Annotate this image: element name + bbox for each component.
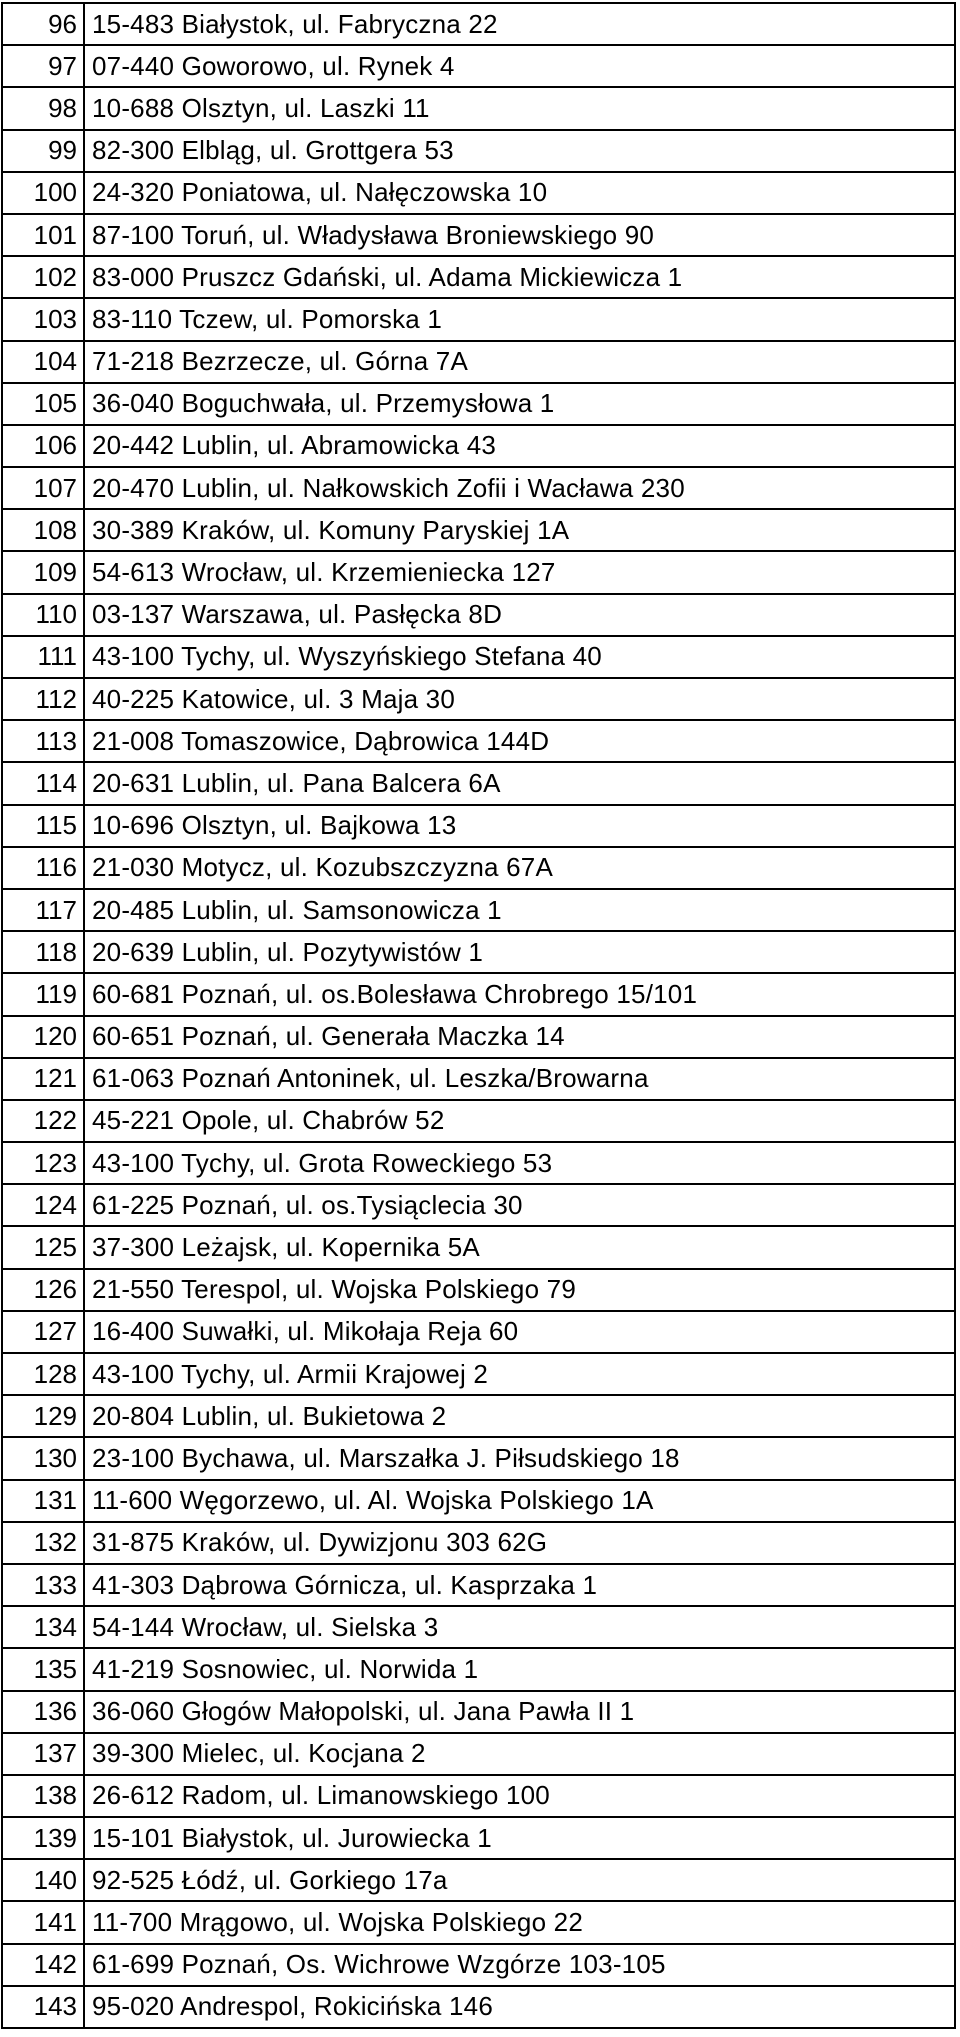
row-number-cell: 134	[2, 1606, 84, 1648]
row-number-cell: 101	[2, 214, 84, 256]
table-row	[2, 172, 955, 214]
table-row	[2, 678, 955, 720]
address-cell: 60-681 Poznań, ul. os.Bolesława Chrobrego 15/101	[84, 973, 955, 1015]
table-row	[2, 1901, 955, 1943]
address-cell: 20-470 Lublin, ul. Nałkowskich Zofii i Wacława 230	[84, 467, 955, 509]
address-cell: 45-221 Opole, ul. Chabrów 52	[84, 1100, 955, 1142]
table-row	[2, 1817, 955, 1859]
row-number-cell: 116	[2, 847, 84, 889]
table-row	[2, 847, 955, 889]
table-row	[2, 425, 955, 467]
table-row	[2, 1395, 955, 1437]
row-number-cell: 102	[2, 256, 84, 298]
row-number-cell: 113	[2, 720, 84, 762]
row-number-cell: 110	[2, 594, 84, 636]
row-number-cell: 115	[2, 805, 84, 847]
address-cell: 11-600 Węgorzewo, ul. Al. Wojska Polskiego 1A	[84, 1480, 955, 1522]
address-cell: 31-875 Kraków, ul. Dywizjonu 303 62G	[84, 1522, 955, 1564]
row-number-cell: 107	[2, 467, 84, 509]
row-number-cell: 104	[2, 341, 84, 383]
row-number-cell: 132	[2, 1522, 84, 1564]
table-row	[2, 551, 955, 593]
table-row	[2, 87, 955, 129]
address-cell: 07-440 Goworowo, ul. Rynek 4	[84, 45, 955, 87]
row-number-cell: 121	[2, 1058, 84, 1100]
row-number-cell: 119	[2, 973, 84, 1015]
address-table	[1, 2, 956, 2029]
address-cell: 20-804 Lublin, ul. Bukietowa 2	[84, 1395, 955, 1437]
row-number-cell: 136	[2, 1691, 84, 1733]
row-number-cell: 97	[2, 45, 84, 87]
row-number-cell: 135	[2, 1648, 84, 1690]
table-row	[2, 973, 955, 1015]
table-row	[2, 45, 955, 87]
table-row	[2, 1775, 955, 1817]
address-cell: 43-100 Tychy, ul. Wyszyńskiego Stefana 40	[84, 636, 955, 678]
table-row	[2, 720, 955, 762]
address-cell: 95-020 Andrespol, Rokicińska 146	[84, 1986, 955, 2028]
address-cell: 54-144 Wrocław, ul. Sielska 3	[84, 1606, 955, 1648]
table-row	[2, 1648, 955, 1690]
table-row	[2, 1522, 955, 1564]
table-row	[2, 1986, 955, 2028]
address-cell: 36-060 Głogów Małopolski, ul. Jana Pawła II 1	[84, 1691, 955, 1733]
address-cell: 61-063 Poznań Antoninek, ul. Leszka/Browarna	[84, 1058, 955, 1100]
row-number-cell: 129	[2, 1395, 84, 1437]
table-row	[2, 1226, 955, 1268]
address-cell: 20-442 Lublin, ul. Abramowicka 43	[84, 425, 955, 467]
address-cell: 20-485 Lublin, ul. Samsonowicza 1	[84, 889, 955, 931]
row-number-cell: 114	[2, 762, 84, 804]
table-row	[2, 1606, 955, 1648]
row-number-cell: 131	[2, 1480, 84, 1522]
table-row	[2, 594, 955, 636]
address-cell: 41-303 Dąbrowa Górnicza, ul. Kasprzaka 1	[84, 1564, 955, 1606]
row-number-cell: 137	[2, 1733, 84, 1775]
address-cell: 20-639 Lublin, ul. Pozytywistów 1	[84, 931, 955, 973]
row-number-cell: 143	[2, 1986, 84, 2028]
row-number-cell: 111	[2, 636, 84, 678]
row-number-cell: 100	[2, 172, 84, 214]
address-cell: 71-218 Bezrzecze, ul. Górna 7A	[84, 341, 955, 383]
table-row	[2, 1564, 955, 1606]
row-number-cell: 109	[2, 551, 84, 593]
row-number-cell: 99	[2, 130, 84, 172]
row-number-cell: 120	[2, 1016, 84, 1058]
row-number-cell: 127	[2, 1311, 84, 1353]
row-number-cell: 126	[2, 1269, 84, 1311]
table-row	[2, 1058, 955, 1100]
address-cell: 92-525 Łódź, ul. Gorkiego 17a	[84, 1859, 955, 1901]
address-cell: 61-225 Poznań, ul. os.Tysiąclecia 30	[84, 1184, 955, 1226]
row-number-cell: 124	[2, 1184, 84, 1226]
address-cell: 43-100 Tychy, ul. Armii Krajowej 2	[84, 1353, 955, 1395]
address-cell: 03-137 Warszawa, ul. Pasłęcka 8D	[84, 594, 955, 636]
address-cell: 41-219 Sosnowiec, ul. Norwida 1	[84, 1648, 955, 1690]
address-cell: 82-300 Elbląg, ul. Grottgera 53	[84, 130, 955, 172]
address-cell: 23-100 Bychawa, ul. Marszałka J. Piłsudskiego 18	[84, 1437, 955, 1479]
address-cell: 21-550 Terespol, ul. Wojska Polskiego 79	[84, 1269, 955, 1311]
table-row	[2, 383, 955, 425]
row-number-cell: 142	[2, 1944, 84, 1986]
table-row	[2, 1437, 955, 1479]
table-row	[2, 1311, 955, 1353]
address-cell: 16-400 Suwałki, ul. Mikołaja Reja 60	[84, 1311, 955, 1353]
table-row	[2, 1691, 955, 1733]
table-row	[2, 341, 955, 383]
table-row	[2, 889, 955, 931]
row-number-cell: 112	[2, 678, 84, 720]
table-row	[2, 805, 955, 847]
table-row	[2, 1733, 955, 1775]
row-number-cell: 125	[2, 1226, 84, 1268]
address-cell: 61-699 Poznań, Os. Wichrowe Wzgórze 103-105	[84, 1944, 955, 1986]
table-row	[2, 3, 955, 45]
address-cell: 20-631 Lublin, ul. Pana Balcera 6A	[84, 762, 955, 804]
table-row	[2, 298, 955, 340]
address-cell: 10-688 Olsztyn, ul. Laszki 11	[84, 87, 955, 129]
address-cell: 15-101 Białystok, ul. Jurowiecka 1	[84, 1817, 955, 1859]
address-cell: 37-300 Leżajsk, ul. Kopernika 5A	[84, 1226, 955, 1268]
table-row	[2, 214, 955, 256]
row-number-cell: 98	[2, 87, 84, 129]
row-number-cell: 105	[2, 383, 84, 425]
row-number-cell: 128	[2, 1353, 84, 1395]
address-cell: 60-651 Poznań, ul. Generała Maczka 14	[84, 1016, 955, 1058]
address-cell: 36-040 Boguchwała, ul. Przemysłowa 1	[84, 383, 955, 425]
address-cell: 21-008 Tomaszowice, Dąbrowica 144D	[84, 720, 955, 762]
address-cell: 83-000 Pruszcz Gdański, ul. Adama Mickiewicza 1	[84, 256, 955, 298]
row-number-cell: 122	[2, 1100, 84, 1142]
address-cell: 54-613 Wrocław, ul. Krzemieniecka 127	[84, 551, 955, 593]
table-row	[2, 256, 955, 298]
row-number-cell: 108	[2, 509, 84, 551]
table-row	[2, 130, 955, 172]
address-cell: 11-700 Mrągowo, ul. Wojska Polskiego 22	[84, 1901, 955, 1943]
table-row	[2, 1142, 955, 1184]
address-cell: 30-389 Kraków, ul. Komuny Paryskiej 1A	[84, 509, 955, 551]
address-cell: 15-483 Białystok, ul. Fabryczna 22	[84, 3, 955, 45]
row-number-cell: 133	[2, 1564, 84, 1606]
table-row	[2, 467, 955, 509]
table-row	[2, 931, 955, 973]
row-number-cell: 106	[2, 425, 84, 467]
address-cell: 24-320 Poniatowa, ul. Nałęczowska 10	[84, 172, 955, 214]
row-number-cell: 138	[2, 1775, 84, 1817]
table-row	[2, 1100, 955, 1142]
table-row	[2, 1944, 955, 1986]
address-table-body	[2, 3, 955, 2028]
table-row	[2, 1480, 955, 1522]
row-number-cell: 140	[2, 1859, 84, 1901]
address-cell: 87-100 Toruń, ul. Władysława Broniewskiego 90	[84, 214, 955, 256]
table-row	[2, 762, 955, 804]
row-number-cell: 123	[2, 1142, 84, 1184]
table-row	[2, 1016, 955, 1058]
row-number-cell: 117	[2, 889, 84, 931]
address-cell: 21-030 Motycz, ul. Kozubszczyzna 67A	[84, 847, 955, 889]
table-row	[2, 1353, 955, 1395]
row-number-cell: 103	[2, 298, 84, 340]
row-number-cell: 118	[2, 931, 84, 973]
row-number-cell: 130	[2, 1437, 84, 1479]
table-row	[2, 509, 955, 551]
address-cell: 40-225 Katowice, ul. 3 Maja 30	[84, 678, 955, 720]
address-cell: 10-696 Olsztyn, ul. Bajkowa 13	[84, 805, 955, 847]
row-number-cell: 96	[2, 3, 84, 45]
table-row	[2, 1184, 955, 1226]
address-cell: 39-300 Mielec, ul. Kocjana 2	[84, 1733, 955, 1775]
table-row	[2, 1859, 955, 1901]
row-number-cell: 141	[2, 1901, 84, 1943]
table-row	[2, 636, 955, 678]
address-cell: 26-612 Radom, ul. Limanowskiego 100	[84, 1775, 955, 1817]
row-number-cell: 139	[2, 1817, 84, 1859]
address-cell: 83-110 Tczew, ul. Pomorska 1	[84, 298, 955, 340]
table-row	[2, 1269, 955, 1311]
address-cell: 43-100 Tychy, ul. Grota Roweckiego 53	[84, 1142, 955, 1184]
